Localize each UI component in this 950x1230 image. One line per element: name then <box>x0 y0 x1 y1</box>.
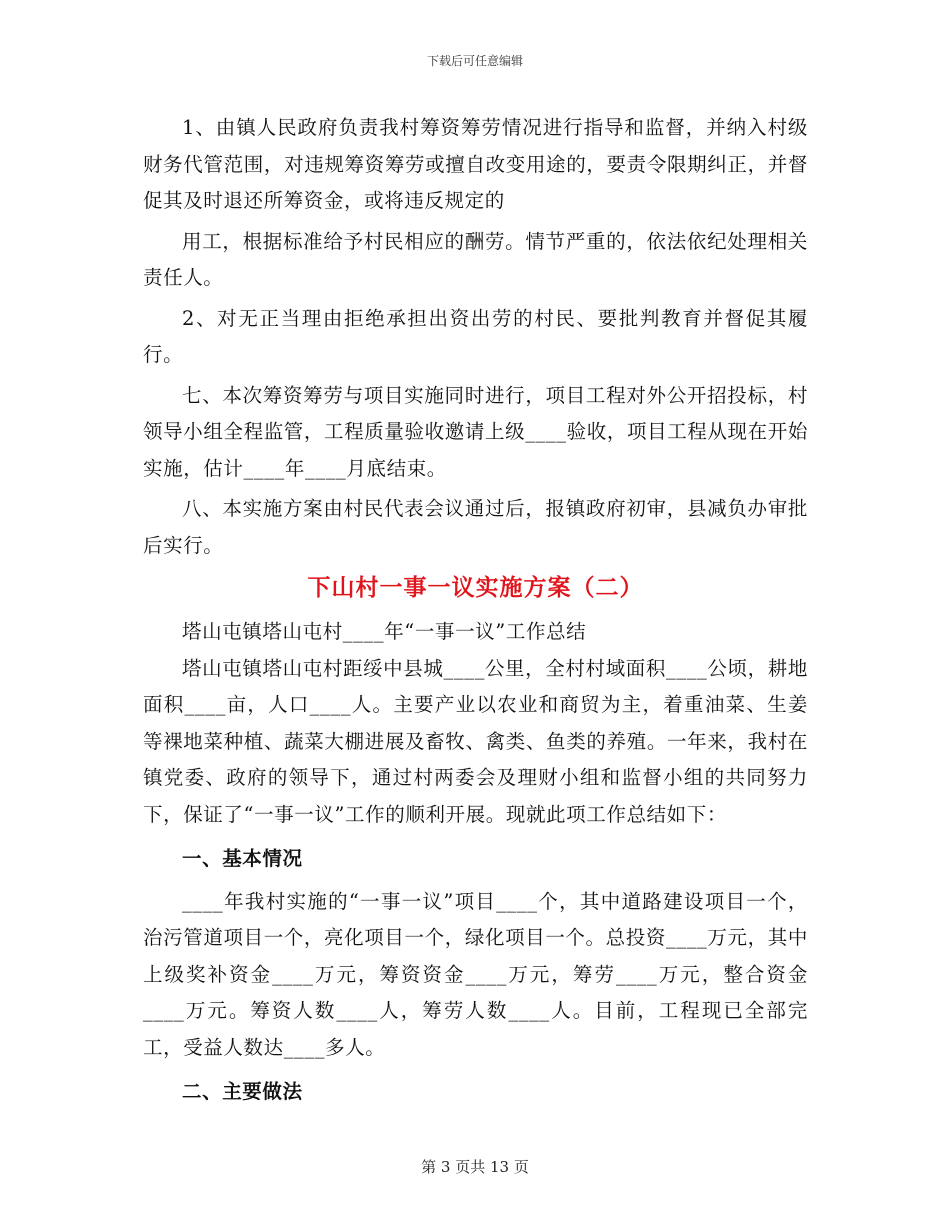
section-title: 下山村一事一议实施方案（二） <box>307 574 644 601</box>
heading-basic-info: 一、基本情况 <box>182 847 303 870</box>
paragraph-section-eight: 八、本实施方案由村民代表会议通过后，报镇政府初审，县减负办审批后实行。 <box>143 497 808 557</box>
paragraph-section-seven: 七、本次筹资筹劳与项目实施同时进行，项目工程对外公开招投标，村领导小组全程监管，工程质量验收邀请上级____验收，项目工程从现在开始实施，估计____年____月底结束。 <box>143 383 808 480</box>
paragraph-intro: 塔山屯镇塔山屯村距绥中县城____公里，全村村域面积____公顷，耕地面积____亩，人口____人。主要产业以农业和商贸为主，着重油菜、生姜等裸地菜种植、蔬菜大棚进展及畜牧、禽类、鱼类的养殖。一年来，我村在镇党委、政府的领导下，通过村两委会及理财小组和监督小组的共同努力下，保证了“一事一议”工作的顺利开展。现就此项工作总结如下： <box>143 656 808 826</box>
paragraph-basic-info: ____年我村实施的“一事一议”项目____个，其中道路建设项目一个，治污管道项目一个，亮化项目一个，绿化项目一个。总投资____万元，其中上级奖补资金____万元，筹资资金____万元，筹劳____万元，整合资金____万元。筹资人数____人，筹劳人数____人。目前，工程现已全部完工，受益人数达____多人。 <box>143 889 808 1059</box>
document-body <box>143 110 808 1117</box>
header-note: 下载后可任意编辑 <box>426 54 523 68</box>
heading-main-practices: 二、主要做法 <box>182 1080 303 1103</box>
summary-title: 塔山屯镇塔山屯村____年“一事一议”工作总结 <box>182 620 587 643</box>
paragraph-supervision: 1、由镇人民政府负责我村筹资筹劳情况进行指导和监督，并纳入村级财务代管范围，对违规筹资筹劳或擅自改变用途的，要责令限期纠正，并督促其及时退还所筹资金，或将违反规定的 <box>143 116 808 212</box>
paragraph-labor: 用工，根据标准给予村民相应的酬劳。情节严重的，依法依纪处理相关责任人。 <box>143 229 808 289</box>
page-number: 第 3 页共 13 页 <box>421 1158 529 1176</box>
paragraph-refusal: 2、对无正当理由拒绝承担出资出劳的村民、要批判教育并督促其履行。 <box>143 306 808 366</box>
